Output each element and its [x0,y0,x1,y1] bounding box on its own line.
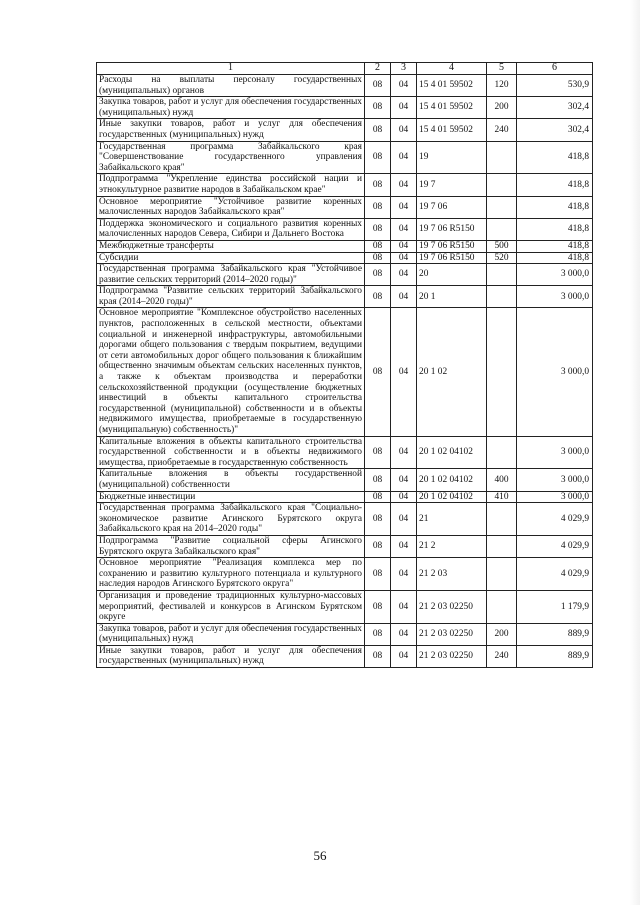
target-article-cell: 20 [417,264,487,286]
expense-type-cell: 500 [487,240,517,252]
target-article-cell: 21 2 03 02250 [417,623,487,645]
subsection-code-cell: 04 [391,436,417,469]
table-row [97,308,593,436]
section-code-cell: 08 [365,252,391,264]
page-number: 56 [313,848,327,863]
target-article-cell: 20 1 02 [417,308,487,436]
section-code-cell: 08 [365,218,391,240]
row-name-cell: Капитальные вложения в объекты капитального строительства государственной собственности и в объекты недвижимого имущества, приобретаемые в государственную собственность [97,436,365,469]
amount-cell: 418,8 [517,218,593,240]
section-code-cell: 08 [365,469,391,491]
table-row [97,535,593,557]
subsection-code-cell: 04 [391,535,417,557]
row-name-cell: Подпрограмма "Укрепление единства российской нации и этнокультурное развитие народов в Забайкальском крае" [97,174,365,196]
row-name-cell: Государственная программа Забайкальского края "Устойчивое развитие сельских территорий (2014–2020 годы)" [97,264,365,286]
expense-type-cell: 520 [487,252,517,264]
section-code-cell: 08 [365,97,391,119]
subsection-code-cell: 04 [391,308,417,436]
section-code-cell: 08 [365,645,391,667]
row-name-cell: Бюджетные инвестиции [97,491,365,503]
subsection-code-cell: 04 [391,196,417,218]
subsection-code-cell: 04 [391,240,417,252]
table-row [97,590,593,623]
section-code-cell: 08 [365,196,391,218]
row-name-cell: Основное мероприятие "Комплексное обустройство населенных пунктов, расположенных в сельской местности, объектами социальной и инженерной инфраструктуры, автомобильными дорогами общего пользования с твердым покрытием, ведущими от сети автомобильных дорог общего пользования к ближайшим общественно значимым объектам сельских населенных пунктов, а также к объектам производства и переработки сельскохозяйственной продукции (осуществление бюджетных инвестиций в объекты капитального строительства государственной (муниципальной) собственности и в объекты недвижимого имущества, приобретаемые в государственную (муниципальную) собственность)" [97,308,365,436]
table-row [97,218,593,240]
amount-cell: 4 029,9 [517,558,593,591]
table-row [97,174,593,196]
expense-type-cell: 200 [487,97,517,119]
amount-cell: 889,9 [517,623,593,645]
row-name-cell: Подпрограмма "Развитие сельских территорий Забайкальского края (2014–2020 годы)" [97,286,365,308]
header-cell: 6 [517,63,593,75]
subsection-code-cell: 04 [391,491,417,503]
section-code-cell: 08 [365,590,391,623]
expense-type-cell [487,141,517,174]
table-row [97,264,593,286]
section-code-cell: 08 [365,286,391,308]
expense-type-cell [487,535,517,557]
target-article-cell: 21 2 [417,535,487,557]
target-article-cell: 15 4 01 59502 [417,97,487,119]
expense-type-cell [487,264,517,286]
section-code-cell: 08 [365,174,391,196]
table-row [97,436,593,469]
target-article-cell: 19 7 06 R5150 [417,240,487,252]
target-article-cell: 21 2 03 [417,558,487,591]
header-cell: 2 [365,63,391,75]
expense-type-cell [487,558,517,591]
subsection-code-cell: 04 [391,503,417,536]
section-code-cell: 08 [365,623,391,645]
expense-type-cell [487,218,517,240]
row-name-cell: Иные закупки товаров, работ и услуг для обеспечения государственных (муниципальных) нужд [97,119,365,141]
table-row [97,491,593,503]
expense-type-cell [487,174,517,196]
subsection-code-cell: 04 [391,119,417,141]
row-name-cell: Организация и проведение традиционных культурно-массовых мероприятий, фестивалей и конкурсов в Агинском Бурятском округе [97,590,365,623]
table-row [97,623,593,645]
amount-cell: 3 000,0 [517,436,593,469]
section-code-cell: 08 [365,503,391,536]
row-name-cell: Капитальные вложения в объекты государственной (муниципальной) собственности [97,469,365,491]
subsection-code-cell: 04 [391,286,417,308]
row-name-cell: Межбюджетные трансферты [97,240,365,252]
subsection-code-cell: 04 [391,174,417,196]
amount-cell: 3 000,0 [517,286,593,308]
target-article-cell: 19 7 06 [417,196,487,218]
amount-cell: 3 000,0 [517,469,593,491]
subsection-code-cell: 04 [391,590,417,623]
subsection-code-cell: 04 [391,469,417,491]
section-code-cell: 08 [365,558,391,591]
table-row [97,119,593,141]
table-row [97,469,593,491]
section-code-cell: 08 [365,535,391,557]
expense-type-cell [487,196,517,218]
section-code-cell: 08 [365,119,391,141]
subsection-code-cell: 04 [391,97,417,119]
expense-type-cell: 120 [487,75,517,97]
amount-cell: 1 179,9 [517,590,593,623]
amount-cell: 4 029,9 [517,503,593,536]
target-article-cell: 19 [417,141,487,174]
row-name-cell: Поддержка экономического и социального развития коренных малочисленных народов Севера, Сибири и Дальнего Востока [97,218,365,240]
table-row [97,503,593,536]
expense-type-cell: 240 [487,645,517,667]
target-article-cell: 21 2 03 02250 [417,645,487,667]
subsection-code-cell: 04 [391,558,417,591]
table-row [97,196,593,218]
row-name-cell: Основное мероприятие "Реализация комплекса мер по сохранению и развитию культурного потенциала и культурного наследия народов Агинского Бурятского округа" [97,558,365,591]
table-row [97,75,593,97]
subsection-code-cell: 04 [391,75,417,97]
target-article-cell: 20 1 [417,286,487,308]
target-article-cell: 21 [417,503,487,536]
scan-edge-shadow [630,0,640,905]
amount-cell: 530,9 [517,75,593,97]
row-name-cell: Субсидии [97,252,365,264]
table-row [97,141,593,174]
table-header-row [97,63,593,75]
amount-cell: 3 000,0 [517,264,593,286]
table-row [97,240,593,252]
table-row [97,558,593,591]
target-article-cell: 19 7 [417,174,487,196]
expense-type-cell: 410 [487,491,517,503]
subsection-code-cell: 04 [391,645,417,667]
table-body [97,63,593,668]
target-article-cell: 15 4 01 59502 [417,119,487,141]
budget-table [96,62,593,668]
section-code-cell: 08 [365,264,391,286]
header-cell: 4 [417,63,487,75]
section-code-cell: 08 [365,141,391,174]
section-code-cell: 08 [365,240,391,252]
expense-type-cell: 400 [487,469,517,491]
subsection-code-cell: 04 [391,252,417,264]
target-article-cell: 15 4 01 59502 [417,75,487,97]
row-name-cell: Иные закупки товаров, работ и услуг для обеспечения государственных (муниципальных) нужд [97,645,365,667]
section-code-cell: 08 [365,75,391,97]
amount-cell: 418,8 [517,174,593,196]
target-article-cell: 20 1 02 04102 [417,469,487,491]
amount-cell: 418,8 [517,196,593,218]
row-name-cell: Государственная программа Забайкальского края "Совершенствование государственного управления Забайкальского края" [97,141,365,174]
expense-type-cell [487,590,517,623]
section-code-cell: 08 [365,491,391,503]
table-row [97,252,593,264]
row-name-cell: Закупка товаров, работ и услуг для обеспечения государственных (муниципальных) нужд [97,623,365,645]
target-article-cell: 20 1 02 04102 [417,491,487,503]
row-name-cell: Закупка товаров, работ и услуг для обеспечения государственных (муниципальных) нужд [97,97,365,119]
expense-type-cell: 240 [487,119,517,141]
amount-cell: 3 000,0 [517,308,593,436]
expense-type-cell [487,436,517,469]
subsection-code-cell: 04 [391,264,417,286]
expense-type-cell [487,286,517,308]
target-article-cell: 19 7 06 R5150 [417,252,487,264]
subsection-code-cell: 04 [391,623,417,645]
amount-cell: 418,8 [517,141,593,174]
row-name-cell: Государственная программа Забайкальского края "Социально-экономическое развитие Агинского Бурятского округа Забайкальского края на 2014–2020 годы" [97,503,365,536]
row-name-cell: Основное мероприятие "Устойчивое развитие коренных малочисленных народов Забайкальского края" [97,196,365,218]
section-code-cell: 08 [365,308,391,436]
expense-type-cell: 200 [487,623,517,645]
amount-cell: 889,9 [517,645,593,667]
expense-type-cell [487,503,517,536]
subsection-code-cell: 04 [391,141,417,174]
header-cell: 5 [487,63,517,75]
amount-cell: 4 029,9 [517,535,593,557]
header-cell: 3 [391,63,417,75]
row-name-cell: Расходы на выплаты персоналу государственных (муниципальных) органов [97,75,365,97]
header-cell: 1 [97,63,365,75]
amount-cell: 418,8 [517,240,593,252]
target-article-cell: 20 1 02 04102 [417,436,487,469]
table-row [97,97,593,119]
amount-cell: 418,8 [517,252,593,264]
row-name-cell: Подпрограмма "Развитие социальной сферы Агинского Бурятского округа Забайкальского края" [97,535,365,557]
table-row [97,645,593,667]
amount-cell: 3 000,0 [517,491,593,503]
expense-type-cell [487,308,517,436]
amount-cell: 302,4 [517,119,593,141]
target-article-cell: 21 2 03 02250 [417,590,487,623]
section-code-cell: 08 [365,436,391,469]
subsection-code-cell: 04 [391,218,417,240]
target-article-cell: 19 7 06 R5150 [417,218,487,240]
amount-cell: 302,4 [517,97,593,119]
table-row [97,286,593,308]
